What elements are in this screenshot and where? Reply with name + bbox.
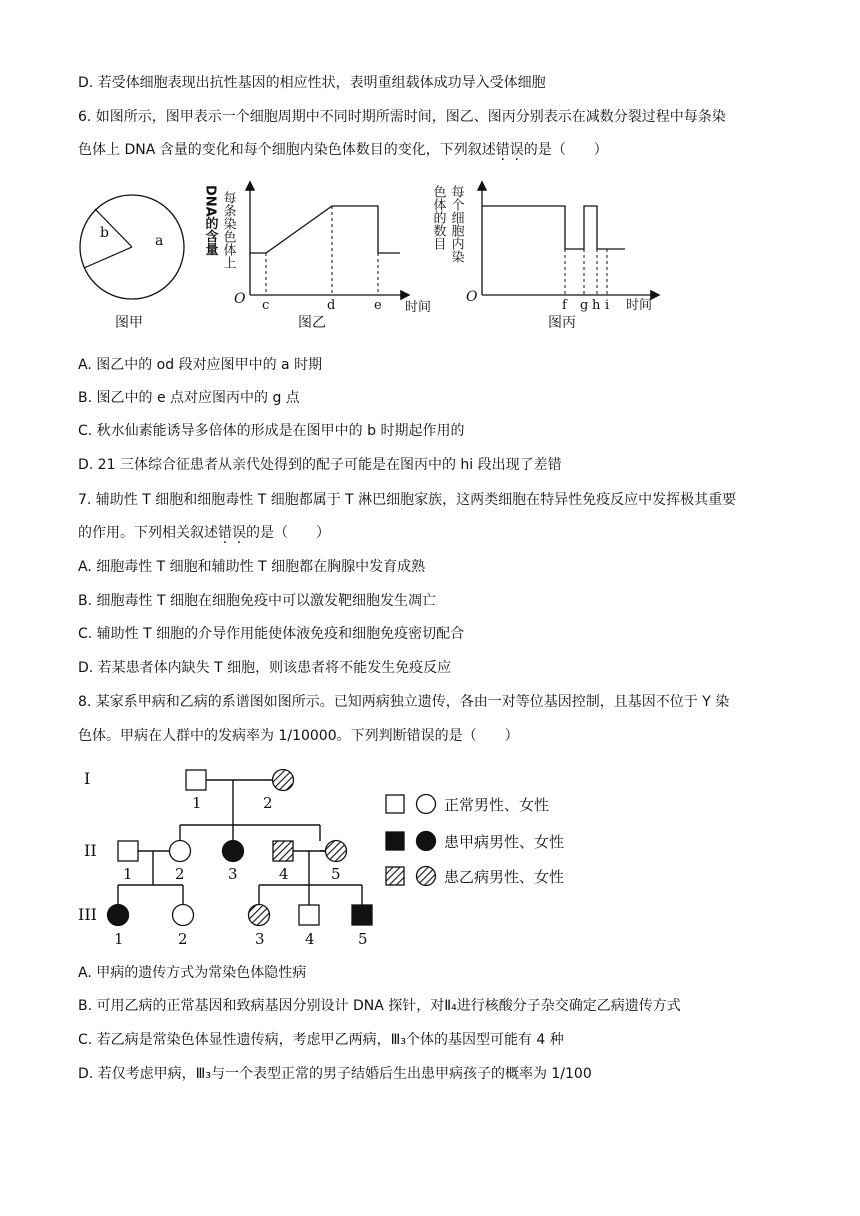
yi-origin: O (234, 291, 246, 307)
pie-label-a: a (155, 233, 164, 249)
II5-yi-female (326, 841, 347, 862)
pedigree-legend (386, 795, 564, 887)
svg-text:3: 3 (255, 930, 265, 948)
bing-tick-f: f (562, 298, 567, 313)
svg-text:3: 3 (228, 865, 238, 883)
bing-origin: O (466, 289, 478, 305)
yi-xlabel: 时间 (405, 300, 432, 315)
graph-bing (431, 183, 659, 331)
q7-option-d: D. 若某患者体内缺失 T 细胞，则该患者将不能发生免疫反应 (78, 660, 452, 676)
bing-tick-i: i (605, 298, 610, 313)
yi-tick-d: d (327, 298, 336, 313)
q8-option-c: C. 若乙病是常染色体显性遗传病，考虑甲乙两病，Ⅲ₃个体的基因型可能有 4 种 (78, 1032, 564, 1048)
gen-label-II: II (84, 841, 97, 860)
svg-text:2: 2 (263, 794, 273, 812)
q7-option-a: A. 细胞毒性 T 细胞和辅助性 T 细胞都在胸腺中发育成熟 (78, 559, 426, 575)
fig-jia-caption: 图甲 (115, 315, 143, 331)
emphasis-char: 错 (495, 142, 510, 158)
emphasis-char: 错 (218, 525, 232, 541)
yi-ylabel-2: DNA的含量 (202, 185, 218, 256)
fig-bing-caption: 图丙 (548, 315, 576, 331)
fig-yi-caption: 图乙 (298, 315, 326, 331)
q7-option-b: B. 细胞毒性 T 细胞在细胞免疫中可以激发靶细胞发生凋亡 (78, 593, 436, 609)
pie-label-b: b (100, 225, 109, 241)
yi-tick-e: e (374, 298, 382, 313)
gen-label-I: I (84, 769, 91, 788)
q8-option-a: A. 甲病的遗传方式为常染色体隐性病 (78, 965, 307, 981)
q7-stem-line1: 7. 辅助性 T 细胞和细胞毒性 T 细胞都属于 T 淋巴细胞家族，这两类细胞在特异性免疫反应中发挥极其重要 (78, 492, 737, 508)
legend-yi: 患乙病男性、女性 (444, 868, 565, 886)
bing-ylabel-2: 色体的数目 (430, 185, 446, 250)
bing-ylabel-1: 每个细胞内染 (448, 185, 464, 263)
svg-text:2: 2 (175, 865, 185, 883)
II2-normal-female (170, 841, 191, 862)
graph-yi (203, 183, 432, 331)
pedigree-chart (70, 758, 630, 954)
I2-yi-female (273, 770, 294, 791)
q8-option-d: D. 若仅考虑甲病，Ⅲ₃与一个表型正常的男子结婚后生出患甲病孩子的概率为 1/100 (78, 1066, 592, 1082)
q6-option-a: A. 图乙中的 od 段对应图甲中的 a 时期 (78, 357, 323, 373)
svg-text:4: 4 (305, 930, 315, 948)
q7-option-c: C. 辅助性 T 细胞的介导作用能使体液免疫和细胞免疫密切配合 (78, 626, 465, 642)
q8-option-b: B. 可用乙病的正常基因和致病基因分别设计 DNA 探针，对Ⅱ₄进行核酸分子杂交确定乙病遗传方式 (78, 998, 681, 1014)
svg-text:5: 5 (358, 930, 368, 948)
III1-jia-female (108, 905, 129, 926)
q6-option-c: C. 秋水仙素能诱导多倍体的形成是在图甲中的 b 时期起作用的 (78, 423, 465, 439)
q8-stem-line1: 8. 某家系甲病和乙病的系谱图如图所示。已知两病独立遗传，各由一对等位基因控制，且基因不位于 Y 染 (78, 694, 730, 710)
svg-text:4: 4 (279, 865, 289, 883)
II1-normal-male (118, 841, 138, 861)
svg-text:1: 1 (192, 794, 202, 812)
svg-text:1: 1 (114, 930, 124, 948)
legend-jia: 患甲病男性、女性 (444, 833, 565, 851)
q6-figures (70, 175, 670, 340)
II4-yi-male (273, 841, 293, 861)
III2-normal-female (173, 905, 194, 926)
q6-stem-line2: 色体上 DNA 含量的变化和每个细胞内染色体数目的变化，下列叙述错误的是（ ） (78, 142, 608, 158)
q8-stem-line2: 色体。甲病在人群中的发病率为 1/10000。下列判断错误的是（ ） (78, 728, 519, 744)
q6-option-b: B. 图乙中的 e 点对应图丙中的 g 点 (78, 390, 300, 406)
gen-label-III: III (78, 905, 97, 924)
bing-tick-h: h (592, 298, 601, 313)
emphasis-char: 误 (509, 142, 524, 158)
bing-xlabel: 时间 (626, 298, 653, 313)
pie-chart-jia (80, 195, 184, 331)
q7-stem-line2: 的作用。下列相关叙述错误的是（ ） (78, 525, 330, 541)
svg-text:2: 2 (178, 930, 188, 948)
III5-jia-male (352, 905, 372, 925)
legend-normal: 正常男性、女性 (444, 796, 550, 814)
emphasis-char: 误 (232, 525, 246, 541)
q6-stem-line1: 6. 如图所示，图甲表示一个细胞周期中不同时期所需时间，图乙、图丙分别表示在减数分裂过程中每条染 (78, 109, 726, 125)
q5-option-d: D. 若受体细胞表现出抗性基因的相应性状，表明重组载体成功导入受体细胞 (78, 75, 546, 91)
yi-ylabel-1: 每条染色体上 (220, 191, 236, 269)
II3-jia-female (223, 841, 244, 862)
q6-option-d: D. 21 三体综合征患者从亲代处得到的配子可能是在图丙中的 hi 段出现了差错 (78, 457, 562, 473)
III3-yi-female (249, 905, 270, 926)
yi-tick-c: c (262, 298, 270, 313)
I1-normal-male (186, 770, 206, 790)
bing-tick-g: g (580, 298, 589, 313)
III4-normal-male (299, 905, 319, 925)
svg-text:5: 5 (331, 865, 341, 883)
svg-text:1: 1 (123, 865, 133, 883)
